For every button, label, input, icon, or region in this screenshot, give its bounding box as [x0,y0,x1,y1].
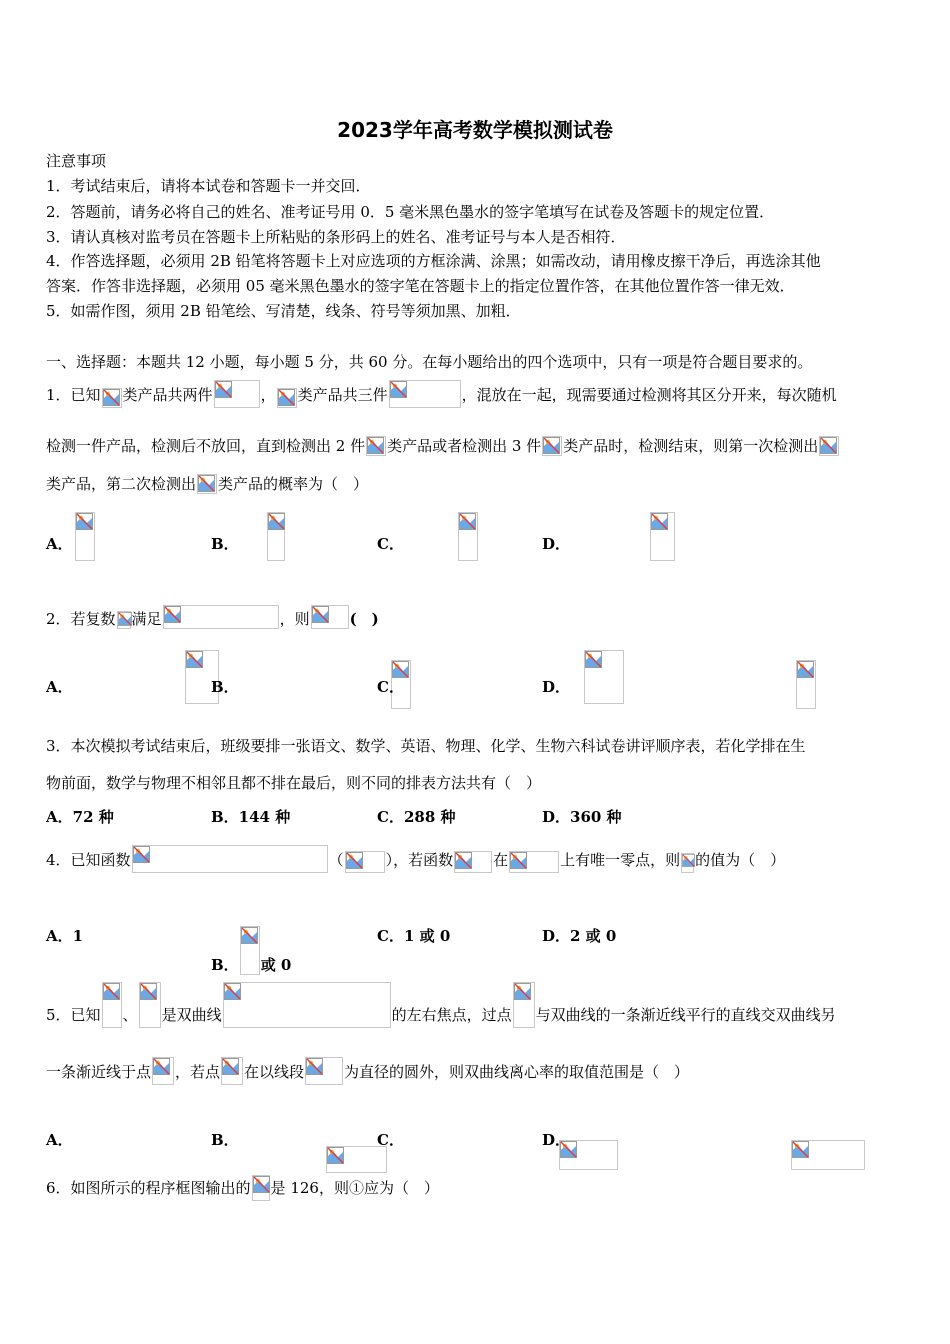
question-1-line-1: 1．已知 类产品共两件 ， 类产品共三件 ，混放在一起，现需要通过检测将其区分开来，每次随机 [46,380,837,408]
formula-image [791,1140,865,1170]
formula-image [267,512,285,561]
option-a: A．1 [46,927,84,945]
formula-image [542,436,562,456]
option-c: C． [377,678,404,696]
option-a: A． [46,535,73,553]
formula-image [681,853,694,873]
formula-image [458,512,478,561]
option-b: B． [211,1131,239,1149]
option-b: B． [211,535,239,553]
notice-heading: 注意事项 [46,152,107,170]
notice-item: 5．如需作图，须用 2B 铅笔绘、写清楚，线条、符号等须加黑、加粗． [46,302,521,320]
option-c: C． [377,1131,404,1149]
formula-image [163,605,279,629]
question-5-line-2: 一条渐近线于点 ，若点 在以线段 为直径的圆外，则双曲线离心率的取值范围是（ ） [46,1057,689,1085]
formula-image [240,926,260,975]
formula-image [152,1057,174,1085]
formula-image [509,851,559,873]
formula-image [389,380,461,408]
formula-image [139,982,161,1028]
option-b: B．144 种 [211,808,291,826]
option-d: D．360 种 [542,808,622,826]
formula-image [311,605,349,629]
formula-image [117,611,131,629]
option-d: D． [542,1131,571,1149]
formula-image [102,388,122,408]
question-6: 6．如图所示的程序框图输出的 是 126，则①应为（ ） [46,1175,439,1201]
question-1-line-2: 检测一件产品，检测后不放回，直到检测出 2 件 类产品或者检测出 3 件 类产品时，检测结束，则第一次检测出 [46,436,840,456]
formula-image [796,660,816,709]
formula-image [214,380,260,408]
formula-image [650,512,675,561]
option-c: C．288 种 [377,808,456,826]
formula-image [197,474,217,494]
option-d: D．2 或 0 [542,927,617,945]
formula-image [819,436,839,456]
option-a: A． [46,678,73,696]
formula-image [454,851,492,873]
section-heading: 一、选择题：本题共 12 小题，每小题 5 分，共 60 分。在每小题给出的四个选项中，只有一项是符合题目要求的。 [46,353,813,371]
notice-item: 答案．作答非选择题，必须用 05 毫米黑色墨水的签字笔在答题卡上的指定位置作答，在其他位置作答一律无效． [46,277,795,295]
question-3-line-2: 物前面，数学与物理不相邻且都不排在最后，则不同的排表方法共有（ ） [46,774,542,792]
formula-image [584,650,624,704]
formula-image [252,1175,270,1201]
question-4: 4．已知函数 （ ），若函数 在 上有唯一零点，则 的值为（ ） [46,845,785,873]
notice-item: 3．请认真核对监考员在答题卡上所粘贴的条形码上的姓名、准考证号与本人是否相符． [46,228,626,246]
notice-item: 2．答题前，请务必将自己的姓名、准考证号用 0．5 毫米黑色墨水的签字笔填写在试卷及答题卡的规定位置． [46,203,775,221]
option-a: A． [46,1131,73,1149]
option-d: D． [542,678,571,696]
formula-image [102,982,122,1028]
notice-item: 4．作答选择题，必须用 2B 铅笔将答题卡上对应选项的方框涂满、涂黑；如需改动，请用橡皮擦干净后，再选涂其他 [46,252,821,270]
question-1-line-3: 类产品，第二次检测出 类产品的概率为（ ） [46,475,369,493]
formula-image [345,851,385,873]
option-b: B． [211,678,239,696]
notice-item: 1．考试结束后，请将本试卷和答题卡一并交回． [46,177,371,195]
formula-image [513,982,535,1028]
option-a: A．72 种 [46,808,114,826]
option-c: C．1 或 0 [377,927,451,945]
question-5-line-1: 5．已知 、 是双曲线 的左右焦点，过点 与双曲线的一条渐近线平行的直线交双曲线另 [46,982,836,1028]
formula-image [277,388,297,408]
question-3-line-1: 3．本次模拟考试结束后，班级要排一张语文、数学、英语、物理、化学、生物六科试卷讲评顺序表，若化学排在生 [46,737,806,755]
formula-image [75,512,95,561]
question-2: 2．若复数 满足 ，则 ( ) [46,605,379,629]
option-c: C． [377,535,404,553]
formula-image [223,982,391,1028]
formula-image [366,436,386,456]
formula-image [132,845,328,873]
formula-image [305,1057,343,1085]
page-title: 2023学年高考数学模拟测试卷 [337,118,613,142]
option-b: B． 或 0 [211,926,291,975]
formula-image [221,1057,243,1085]
formula-image [326,1146,387,1173]
option-d: D． [542,535,571,553]
